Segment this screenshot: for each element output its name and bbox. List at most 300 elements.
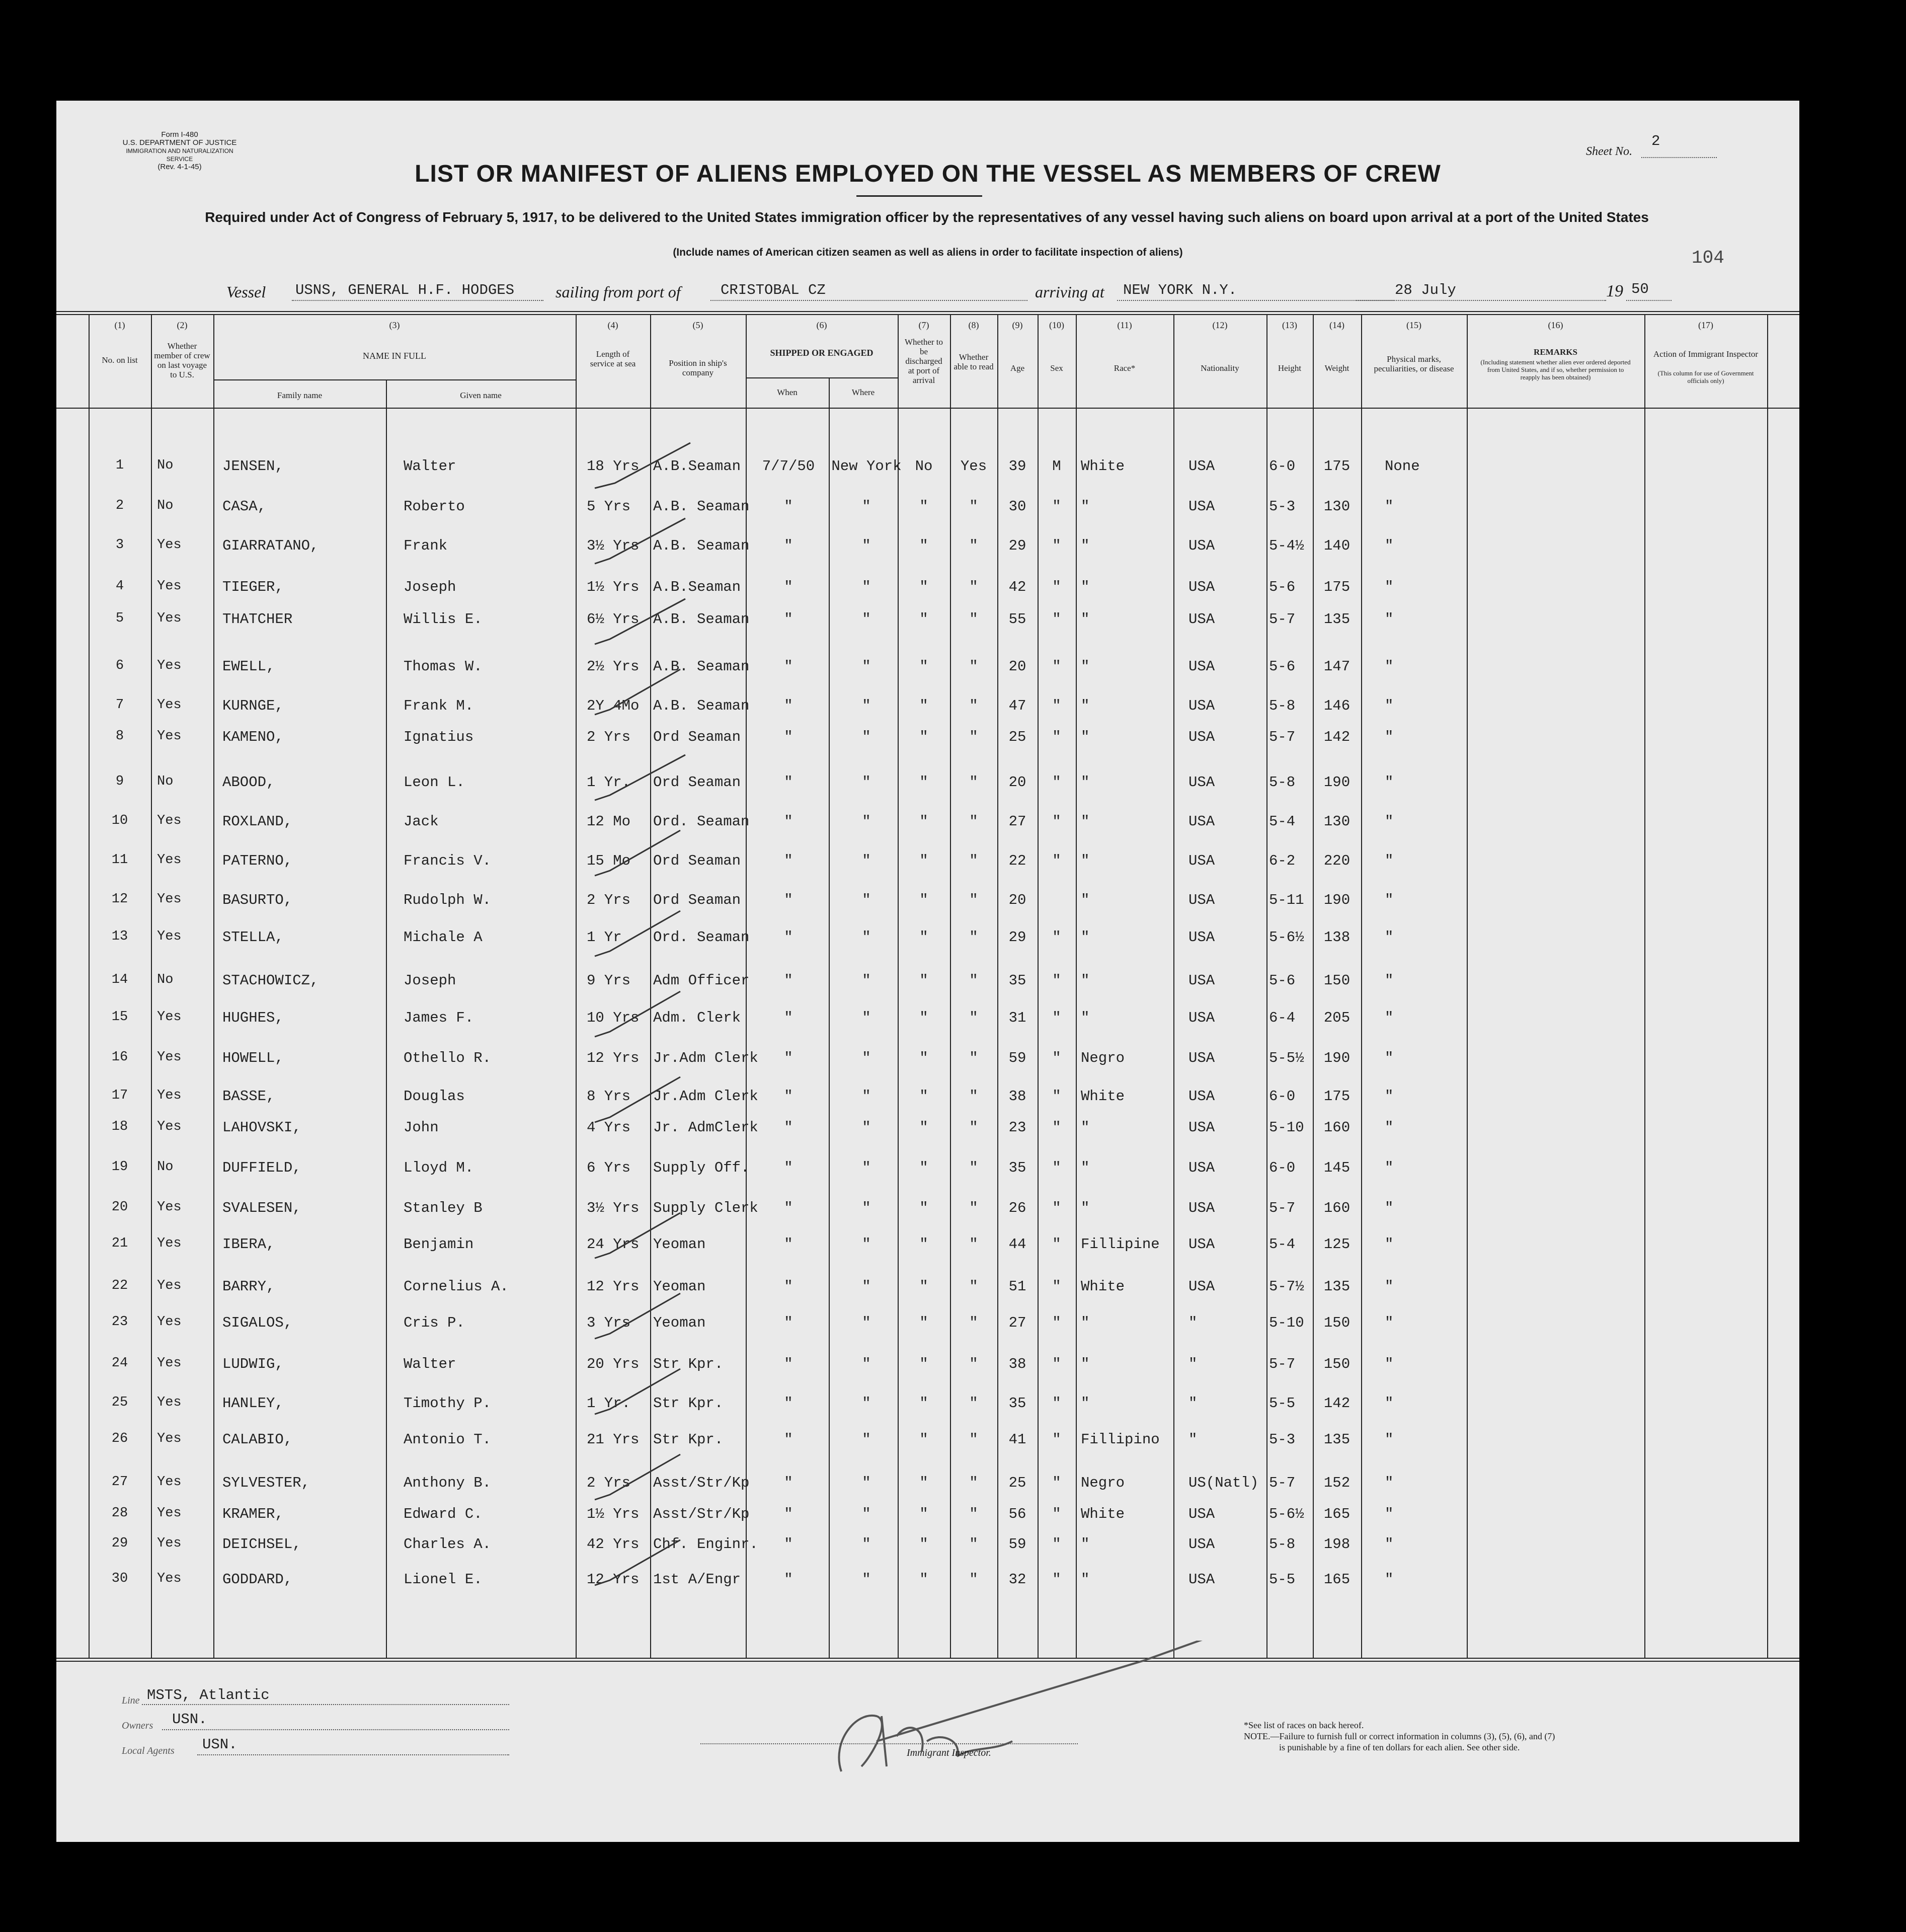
cell-service: 42 Yrs (587, 1536, 640, 1553)
cell-height: 5-7 (1269, 611, 1296, 628)
cell-age: 39 (1008, 458, 1026, 475)
cell-position: Jr. AdmClerk (653, 1119, 758, 1136)
cell-service: 8 Yrs (587, 1088, 631, 1105)
cell-height: 5-4 (1269, 1236, 1296, 1253)
form-rev: (Rev. 4-1-45) (157, 163, 202, 171)
cell-read: " (969, 1278, 978, 1295)
cell-nationality: USA (1188, 1200, 1215, 1216)
cell-read: " (969, 1506, 978, 1522)
cell-weight: 145 (1323, 1160, 1351, 1176)
sheet-no-line (1641, 157, 1717, 158)
cell-given-name: Thomas W. (404, 658, 483, 675)
manifest-sheet (56, 101, 1799, 1842)
cell-discharged: " (919, 1050, 928, 1066)
cell-when: " (784, 1395, 793, 1412)
cell-when: " (784, 1536, 793, 1553)
col-header-no: No. on list (102, 355, 138, 365)
cell-sex: " (1052, 1278, 1061, 1295)
cell-sex: " (1052, 774, 1061, 791)
cell-discharged: " (919, 1236, 928, 1253)
cell-given-name: Michale A (404, 929, 483, 946)
cell-age: 55 (1008, 611, 1026, 628)
cell-height: 5-6½ (1269, 929, 1304, 946)
cell-when: " (784, 892, 793, 908)
cell-service: 1 Yr. (587, 774, 631, 791)
cell-weight: 135 (1323, 1431, 1351, 1448)
cell-sex: " (1052, 658, 1061, 675)
cell-age: 23 (1008, 1119, 1026, 1136)
cell-race: Fillipino (1081, 1431, 1160, 1448)
cell-nationality: USA (1188, 774, 1215, 791)
cell-family-name: SIGALOS, (222, 1315, 293, 1331)
cell-sex: " (1052, 698, 1061, 714)
cell-service: 12 Mo (587, 813, 631, 830)
cell-given-name: Timothy P. (404, 1395, 492, 1412)
cell-discharged: " (919, 537, 928, 554)
cell-weight: 147 (1323, 658, 1351, 675)
page-subtitle: Required under Act of Congress of February 5, 1917, to be delivered to the United States immigration officer by the representatives of any vessel having such aliens on board upon arrival at a port of the United States (205, 209, 1649, 225)
cell-read: " (969, 579, 978, 595)
cell-nationality: USA (1188, 458, 1215, 475)
cell-age: 30 (1008, 498, 1026, 515)
cell-last-voyage: Yes (157, 1571, 182, 1586)
col-number: (7) (918, 320, 929, 330)
cell-read: " (969, 1475, 978, 1491)
cell-given-name: Jack (404, 813, 439, 830)
cell-sex: " (1052, 1536, 1061, 1553)
cell-height: 5-11 (1269, 892, 1304, 908)
cell-race: " (1081, 498, 1090, 515)
cell-nationality: USA (1188, 813, 1215, 830)
footer-note-fine-cont: is punishable by a fine of ten dollars for each alien. See other side. (1279, 1742, 1520, 1752)
cell-when: " (784, 698, 793, 714)
cell-where: " (862, 1506, 871, 1522)
cell-nationality: USA (1188, 658, 1215, 675)
cell-service: 9 Yrs (587, 972, 631, 989)
col-number: (8) (968, 320, 979, 330)
cell-age: 42 (1008, 579, 1026, 595)
cell-height: 5-7 (1269, 1200, 1296, 1216)
cell-position: A.B. Seaman (653, 537, 750, 554)
col-header-remarks: REMARKS (1534, 347, 1577, 357)
col-header-read: Whether able to read (954, 352, 994, 371)
cell-given-name: Cris P. (404, 1315, 465, 1331)
cell-no: 27 (111, 1475, 128, 1490)
cell-family-name: LUDWIG, (222, 1356, 284, 1372)
cell-position: Asst/Str/Kp (653, 1475, 750, 1491)
cell-where: " (862, 1571, 871, 1588)
cell-service: 6½ Yrs (587, 611, 640, 628)
cell-weight: 152 (1323, 1475, 1351, 1491)
cell-given-name: Rudolph W. (404, 892, 492, 908)
cell-nationality: USA (1188, 611, 1215, 628)
cell-race: " (1081, 1010, 1090, 1026)
cell-physical-marks: " (1385, 658, 1394, 675)
cell-where: New York (831, 458, 902, 475)
col-rule (1467, 314, 1468, 1658)
cell-family-name: IBERA, (222, 1236, 275, 1253)
cell-discharged: " (919, 579, 928, 595)
cell-service: 21 Yrs (587, 1431, 640, 1448)
arriving-line (1117, 300, 1394, 301)
col-number: (11) (1117, 320, 1132, 330)
cell-age: 56 (1008, 1506, 1026, 1522)
cell-service: 2 Yrs (587, 1475, 631, 1491)
cell-sex: M (1052, 458, 1061, 475)
cell-when: " (784, 537, 793, 554)
cell-family-name: BASSE, (222, 1088, 275, 1105)
cell-age: 20 (1008, 658, 1026, 675)
cell-nationality: USA (1188, 1050, 1215, 1066)
cell-race: " (1081, 1160, 1090, 1176)
cell-where: " (862, 1431, 871, 1448)
cell-position: Ord Seaman (653, 853, 741, 869)
cell-discharged: No (915, 458, 933, 475)
cell-no: 14 (111, 972, 128, 987)
arriving-label: arriving at (1035, 283, 1104, 301)
cell-no: 2 (115, 498, 124, 513)
col-header-discharged: Whether to be discharged at port of arrival (905, 337, 943, 385)
cell-service: 1½ Yrs (587, 579, 640, 595)
col-number: (5) (692, 320, 703, 330)
form-dept: U.S. DEPARTMENT OF JUSTICE (122, 138, 237, 147)
col-number: (14) (1329, 320, 1344, 330)
cell-last-voyage: No (157, 774, 174, 789)
cell-sex: " (1052, 1315, 1061, 1331)
vessel-line (292, 300, 543, 301)
cell-read: " (969, 1395, 978, 1412)
owners-value: USN. (172, 1711, 207, 1728)
cell-service: 3 Yrs (587, 1315, 631, 1331)
cell-nationality: USA (1188, 929, 1215, 946)
cell-physical-marks: " (1385, 1200, 1394, 1216)
cell-discharged: " (919, 1160, 928, 1176)
cell-height: 5-3 (1269, 498, 1296, 515)
cell-last-voyage: Yes (157, 929, 182, 944)
cell-weight: 130 (1323, 498, 1351, 515)
cell-family-name: ABOOD, (222, 774, 275, 791)
cell-age: 59 (1008, 1536, 1026, 1553)
table-top-rule (56, 311, 1799, 312)
cell-sex: " (1052, 813, 1061, 830)
cell-physical-marks: " (1385, 1119, 1394, 1136)
cell-last-voyage: Yes (157, 579, 182, 594)
cell-race: White (1081, 1506, 1125, 1522)
cell-weight: 142 (1323, 1395, 1351, 1412)
col-number: (1) (114, 320, 125, 330)
owners-underline (162, 1729, 509, 1730)
cell-discharged: " (919, 611, 928, 628)
cell-nationality: " (1188, 1356, 1198, 1372)
cell-service: 15 Mo (587, 853, 631, 869)
col-number: (16) (1548, 320, 1563, 330)
vessel-name: USNS, GENERAL H.F. HODGES (295, 282, 515, 298)
col-header-when: When (777, 388, 798, 397)
cell-position: Str Kpr. (653, 1356, 724, 1372)
cell-discharged: " (919, 853, 928, 869)
cell-weight: 190 (1323, 774, 1351, 791)
cell-race: " (1081, 1571, 1090, 1588)
cell-sex: " (1052, 537, 1061, 554)
cell-physical-marks: " (1385, 972, 1394, 989)
cell-weight: 130 (1323, 813, 1351, 830)
cell-physical-marks: None (1385, 458, 1420, 475)
cell-position: Ord. Seaman (653, 813, 750, 830)
cell-given-name: Lionel E. (404, 1571, 483, 1588)
cell-physical-marks: " (1385, 1236, 1394, 1253)
col-number: (17) (1698, 320, 1713, 330)
cell-service: 1½ Yrs (587, 1506, 640, 1522)
cell-when: " (784, 853, 793, 869)
cell-physical-marks: " (1385, 1010, 1394, 1026)
cell-height: 5-6½ (1269, 1506, 1304, 1522)
cell-physical-marks: " (1385, 1506, 1394, 1522)
cell-read: " (969, 774, 978, 791)
cell-race: " (1081, 972, 1090, 989)
col-rule (576, 314, 577, 1658)
col-number: (4) (607, 320, 618, 330)
cell-position: Ord Seaman (653, 892, 741, 908)
cell-nationality: " (1188, 1315, 1198, 1331)
cell-height: 5-8 (1269, 698, 1296, 714)
cell-nationality: USA (1188, 892, 1215, 908)
cell-no: 16 (111, 1050, 128, 1065)
cell-race: Negro (1081, 1050, 1125, 1066)
cell-service: 3½ Yrs (587, 1200, 640, 1216)
cell-when: " (784, 498, 793, 515)
cell-no: 21 (111, 1236, 128, 1251)
cell-height: 5-4 (1269, 813, 1296, 830)
cell-family-name: GODDARD, (222, 1571, 293, 1588)
cell-age: 51 (1008, 1278, 1026, 1295)
cell-family-name: GIARRATANO, (222, 537, 319, 554)
cell-no: 10 (111, 813, 128, 828)
cell-race: " (1081, 1315, 1090, 1331)
cell-position: Chf. Enginr. (653, 1536, 758, 1553)
cell-sex: " (1052, 1088, 1061, 1105)
cell-given-name: Douglas (404, 1088, 465, 1105)
cell-read: " (969, 1200, 978, 1216)
stamp-number: 104 (1692, 248, 1724, 268)
cell-where: " (862, 698, 871, 714)
cell-family-name: SYLVESTER, (222, 1475, 310, 1491)
cell-nationality: USA (1188, 698, 1215, 714)
cell-given-name: Lloyd M. (404, 1160, 474, 1176)
cell-race: " (1081, 729, 1090, 745)
cell-given-name: Francis V. (404, 853, 492, 869)
cell-service: 3½ Yrs (587, 537, 640, 554)
cell-read: " (969, 1536, 978, 1553)
cell-sex: " (1052, 972, 1061, 989)
cell-age: 20 (1008, 892, 1026, 908)
cell-physical-marks: " (1385, 1160, 1394, 1176)
cell-physical-marks: " (1385, 1356, 1394, 1372)
cell-when: " (784, 1010, 793, 1026)
cell-discharged: " (919, 1200, 928, 1216)
cell-no: 20 (111, 1200, 128, 1215)
cell-when: " (784, 1356, 793, 1372)
cell-service: 6 Yrs (587, 1160, 631, 1176)
cell-when: " (784, 729, 793, 745)
cell-age: 32 (1008, 1571, 1026, 1588)
col-header-action: Action of Immigrant Inspector (1653, 349, 1759, 359)
cell-last-voyage: Yes (157, 1431, 182, 1446)
cell-last-voyage: Yes (157, 698, 182, 713)
cell-family-name: CALABIO, (222, 1431, 293, 1448)
cell-physical-marks: " (1385, 729, 1394, 745)
cell-family-name: HUGHES, (222, 1010, 284, 1026)
cell-family-name: HOWELL, (222, 1050, 284, 1066)
cell-last-voyage: Yes (157, 537, 182, 553)
cell-where: " (862, 774, 871, 791)
cell-height: 6-2 (1269, 853, 1296, 869)
cell-no: 22 (111, 1278, 128, 1293)
cell-when: " (784, 1571, 793, 1588)
cell-family-name: SVALESEN, (222, 1200, 301, 1216)
cell-given-name: Cornelius A. (404, 1278, 509, 1295)
col-header-name: NAME IN FULL (363, 351, 426, 361)
cell-age: 25 (1008, 1475, 1026, 1491)
vessel-label: Vessel (226, 283, 266, 301)
form-service: IMMIGRATION AND NATURALIZATION SERVICE (126, 147, 233, 163)
cell-position: Jr.Adm Clerk (653, 1050, 758, 1066)
cell-no: 9 (115, 774, 124, 789)
cell-where: " (862, 1200, 871, 1216)
cell-last-voyage: Yes (157, 1010, 182, 1025)
cell-no: 18 (111, 1119, 128, 1134)
cell-race: " (1081, 698, 1090, 714)
cell-read: " (969, 972, 978, 989)
cell-read: " (969, 1236, 978, 1253)
cell-weight: 175 (1323, 458, 1351, 475)
sheet-no-value: 2 (1651, 133, 1660, 149)
footer-note-races: *See list of races on back hereof. (1244, 1720, 1364, 1730)
cell-service: 1 Yr. (587, 1395, 631, 1412)
cell-given-name: Charles A. (404, 1536, 492, 1553)
cell-nationality: USA (1188, 1506, 1215, 1522)
cell-physical-marks: " (1385, 853, 1394, 869)
cell-service: 4 Yrs (587, 1119, 631, 1136)
cell-where: " (862, 537, 871, 554)
col-rule (386, 379, 387, 1658)
cell-service: 2 Yrs (587, 892, 631, 908)
inspector-line (700, 1743, 1078, 1744)
cell-weight: 142 (1323, 729, 1351, 745)
cell-physical-marks: " (1385, 698, 1394, 714)
col-rule (1767, 314, 1768, 1658)
cell-read: " (969, 813, 978, 830)
cell-no: 17 (111, 1088, 128, 1103)
cell-discharged: " (919, 929, 928, 946)
cell-age: 29 (1008, 537, 1026, 554)
cell-position: A.B. Seaman (653, 658, 750, 675)
cell-height: 5-7 (1269, 1475, 1296, 1491)
cell-where: " (862, 972, 871, 989)
cell-given-name: James F. (404, 1010, 474, 1026)
cell-where: " (862, 813, 871, 830)
cell-family-name: CASA, (222, 498, 267, 515)
cell-last-voyage: No (157, 458, 174, 473)
col-header-where: Where (851, 388, 875, 397)
cell-nationality: USA (1188, 853, 1215, 869)
cell-family-name: EWELL, (222, 658, 275, 675)
cell-where: " (862, 892, 871, 908)
cell-height: 5-6 (1269, 579, 1296, 595)
cell-position: A.B.Seaman (653, 579, 741, 595)
cell-height: 6-0 (1269, 458, 1296, 475)
cell-weight: 150 (1323, 1356, 1351, 1372)
cell-position: Yeoman (653, 1278, 706, 1295)
col-rule (829, 377, 830, 1658)
cell-physical-marks: " (1385, 1395, 1394, 1412)
cell-no: 26 (111, 1431, 128, 1446)
cell-when: " (784, 1160, 793, 1176)
cell-no: 7 (115, 698, 124, 713)
sheet-no-label: Sheet No. (1586, 145, 1632, 158)
cell-last-voyage: Yes (157, 1475, 182, 1490)
cell-sex: " (1052, 929, 1061, 946)
cell-discharged: " (919, 1395, 928, 1412)
col-rule (151, 314, 152, 1658)
cell-age: 31 (1008, 1010, 1026, 1026)
cell-when: " (784, 611, 793, 628)
title-rule (856, 195, 982, 197)
cell-last-voyage: Yes (157, 1356, 182, 1371)
cell-read: " (969, 658, 978, 675)
cell-where: " (862, 1536, 871, 1553)
cell-given-name: Willis E. (404, 611, 483, 628)
cell-age: 27 (1008, 1315, 1026, 1331)
cell-race: " (1081, 853, 1090, 869)
cell-read: " (969, 611, 978, 628)
col-header-position: Position in ship's company (669, 358, 727, 377)
cell-last-voyage: Yes (157, 1119, 182, 1134)
cell-given-name: Stanley B (404, 1200, 483, 1216)
cell-weight: 175 (1323, 1088, 1351, 1105)
cell-sex: " (1052, 611, 1061, 628)
cell-sex: " (1052, 1160, 1061, 1176)
cell-physical-marks: " (1385, 1536, 1394, 1553)
cell-where: " (862, 1315, 871, 1331)
cell-where: " (862, 853, 871, 869)
cell-read: " (969, 892, 978, 908)
col-rule (1361, 314, 1362, 1658)
cell-age: 25 (1008, 729, 1026, 745)
cell-family-name: DUFFIELD, (222, 1160, 301, 1176)
page-title: LIST OR MANIFEST OF ALIENS EMPLOYED ON THE VESSEL AS MEMBERS OF CREW (415, 161, 1441, 187)
cell-last-voyage: Yes (157, 813, 182, 828)
cell-physical-marks: " (1385, 1050, 1394, 1066)
cell-physical-marks: " (1385, 537, 1394, 554)
cell-nationality: USA (1188, 972, 1215, 989)
cell-where: " (862, 1119, 871, 1136)
cell-where: " (862, 1278, 871, 1295)
arriving-port: NEW YORK N.Y. (1123, 282, 1237, 298)
cell-height: 5-7½ (1269, 1278, 1304, 1295)
cell-weight: 135 (1323, 611, 1351, 628)
cell-nationality: USA (1188, 1571, 1215, 1588)
cell-height: 5-8 (1269, 774, 1296, 791)
cell-sex: " (1052, 1431, 1061, 1448)
cell-family-name: TIEGER, (222, 579, 284, 595)
cell-position: Asst/Str/Kp (653, 1506, 750, 1522)
col-header-race: Race* (1114, 363, 1136, 373)
cell-family-name: KURNGE, (222, 698, 284, 714)
cell-physical-marks: " (1385, 929, 1394, 946)
col-header-action-note: (This column for use of Government officials only) (1657, 369, 1754, 384)
cell-height: 6-4 (1269, 1010, 1296, 1026)
cell-given-name: Benjamin (404, 1236, 474, 1253)
